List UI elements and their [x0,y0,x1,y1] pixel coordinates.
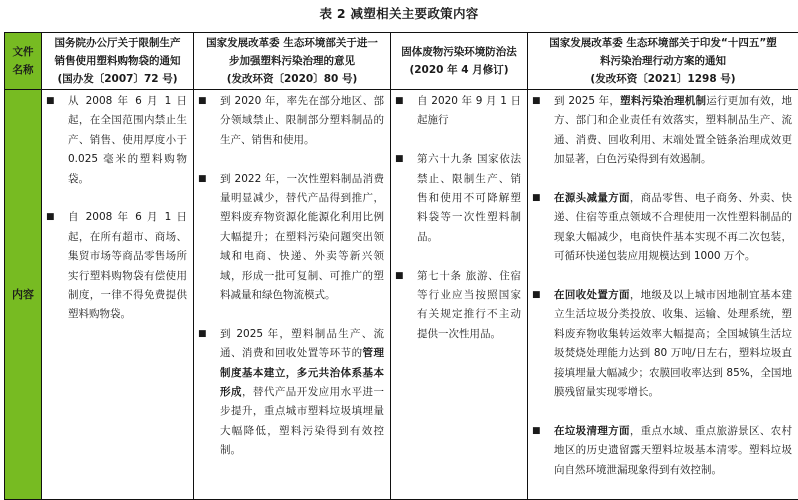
item-text: 第六十九条 国家依法禁止、限制生产、销售和使用不可降解塑料袋等一次性塑料制品。 [417,150,521,247]
item-text: 到 2022 年，一次性塑料制品消费量明显减少，替代产品得到推广，塑料废弃物资源化能源化利用比例大幅提升；在塑料污染问题突出领域和电商、快递、外卖等新兴领域，形成一批可复制、可推广的塑料减量和绿色物流模式。 [220,170,384,306]
content-cell-3 [528,90,798,500]
column-header-3 [528,33,798,90]
list-item [395,150,521,247]
row-label-line: 文件 [9,43,37,61]
square-bullet-icon: ■ [395,267,417,345]
item-text [554,422,792,480]
square-bullet-icon: ■ [532,92,554,170]
item-text [554,189,792,267]
item-text: 自 2008 年 6 月 1 日起，在所有超市、商场、集贸市场等商品零售场所实行塑料购物袋有偿使用制度，一律不得免费提供塑料购物袋。 [68,208,187,324]
item-text [220,325,384,461]
item-text-rest: ，替代产品开发应用水平进一步提升，重点城市塑料垃圾填埋量大幅降低，塑料污染得到有效控制。 [220,386,384,456]
header-row [5,33,798,90]
list-item [532,422,792,480]
header-line: 步加强塑料污染治理的意见 [198,52,386,70]
header-line: 销售使用塑料购物袋的通知 [46,52,189,70]
item-text: 从 2008 年 6 月 1 日起，在全国范围内禁止生产、销售、使用厚度小于 0.025 毫米的塑料购物袋。 [68,92,187,189]
table-title: 表 2 减塑相关主要政策内容 [0,4,798,22]
policy-table [4,32,798,500]
square-bullet-icon: ■ [198,325,220,461]
list-item [532,189,792,267]
header-line: 国家发展改革委 生态环境部关于进一 [198,34,386,52]
item-text-bold: 管理制度基本建立，多元共治体系基本形成 [220,347,384,398]
square-bullet-icon: ■ [198,170,220,306]
item-text-rest: ，地级及以上城市因地制宜基本建立生活垃圾分类投放、收集、运输、处理系统，塑料废弃物收集转运效率大幅提高；全国城镇生活垃圾焚烧处理能力达到 80 万吨/日左右，塑料垃圾直接填埋量大幅减少；农膜回收率达到 85%，全国地膜残留量实现零增长。 [554,289,792,398]
square-bullet-icon: ■ [532,189,554,267]
list-item [46,92,187,189]
item-text-bold: 塑料污染治理机制 [620,95,706,107]
header-line: 料污染治理行动方案的通知 [532,52,794,70]
square-bullet-icon: ■ [198,92,220,150]
square-bullet-icon: ■ [46,92,68,189]
square-bullet-icon: ■ [46,208,68,324]
item-text-pre: 到 2025 年，塑料制品生产、流通、消费和回收处置等环节的 [220,328,384,359]
row-label-content: 内容 [5,90,42,500]
item-text-bold: 在源头减量方面 [554,192,630,204]
list-item [532,286,792,402]
item-text-rest: 运行更加有效，地方、部门和企业责任有效落实，塑料制品生产、流通、消费、回收利用、末端处置全链条治理成效更加显著，白色污染得到有效遏制。 [554,95,792,165]
square-bullet-icon: ■ [395,92,417,131]
column-header-2 [391,33,528,90]
column-header-1 [194,33,391,90]
list-item [395,267,521,345]
item-text-bold: 在回收处置方面 [554,289,630,301]
header-line: 固体废物污染环境防治法 [395,43,523,61]
square-bullet-icon: ■ [532,286,554,402]
item-text-rest: ，重点水域、重点旅游景区、农村地区的历史遗留露天塑料垃圾基本清零。塑料垃圾向自然环境泄漏现象得到有效控制。 [554,425,792,476]
list-item [46,208,187,324]
row-label-line: 名称 [9,61,37,79]
content-cell-1 [194,90,391,500]
item-text-bold: 在垃圾清理方面 [554,425,630,437]
item-text: 第七十条 旅游、住宿等行业应当按照国家有关规定推行不主动提供一次性用品。 [417,267,521,345]
square-bullet-icon: ■ [395,150,417,247]
header-line: (2020 年 4 月修订) [395,61,523,79]
content-cell-0 [42,90,194,500]
item-text: 自 2020 年 9 月 1 日起施行 [417,92,521,131]
header-line: (发改环资〔2021〕1298 号) [532,70,794,88]
item-text-pre: 到 2025 年， [554,95,620,107]
item-text: 到 2020 年，率先在部分地区、部分领域禁止、限制部分塑料制品的生产、销售和使用。 [220,92,384,150]
list-item [198,325,384,461]
square-bullet-icon: ■ [532,422,554,480]
list-item [198,92,384,150]
content-cell-2 [391,90,528,500]
list-item [198,170,384,306]
row-label-file-name [5,33,42,90]
item-text-rest: ，商品零售、电子商务、外卖、快递、住宿等重点领域不合理使用一次性塑料制品的现象大幅减少，电商快件基本实现不再二次包装，可循环快递包装应用规模达到 1000 万个。 [554,192,792,262]
content-row [5,90,798,500]
list-item [532,92,792,170]
header-line: (发改环资〔2020〕80 号) [198,70,386,88]
column-header-0 [42,33,194,90]
header-line: 国务院办公厅关于限制生产 [46,34,189,52]
header-line: (国办发〔2007〕72 号) [46,70,189,88]
list-item [395,92,521,131]
item-text [554,286,792,402]
item-text [554,92,792,170]
header-line: 国家发展改革委 生态环境部关于印发“十四五”塑 [532,34,794,52]
